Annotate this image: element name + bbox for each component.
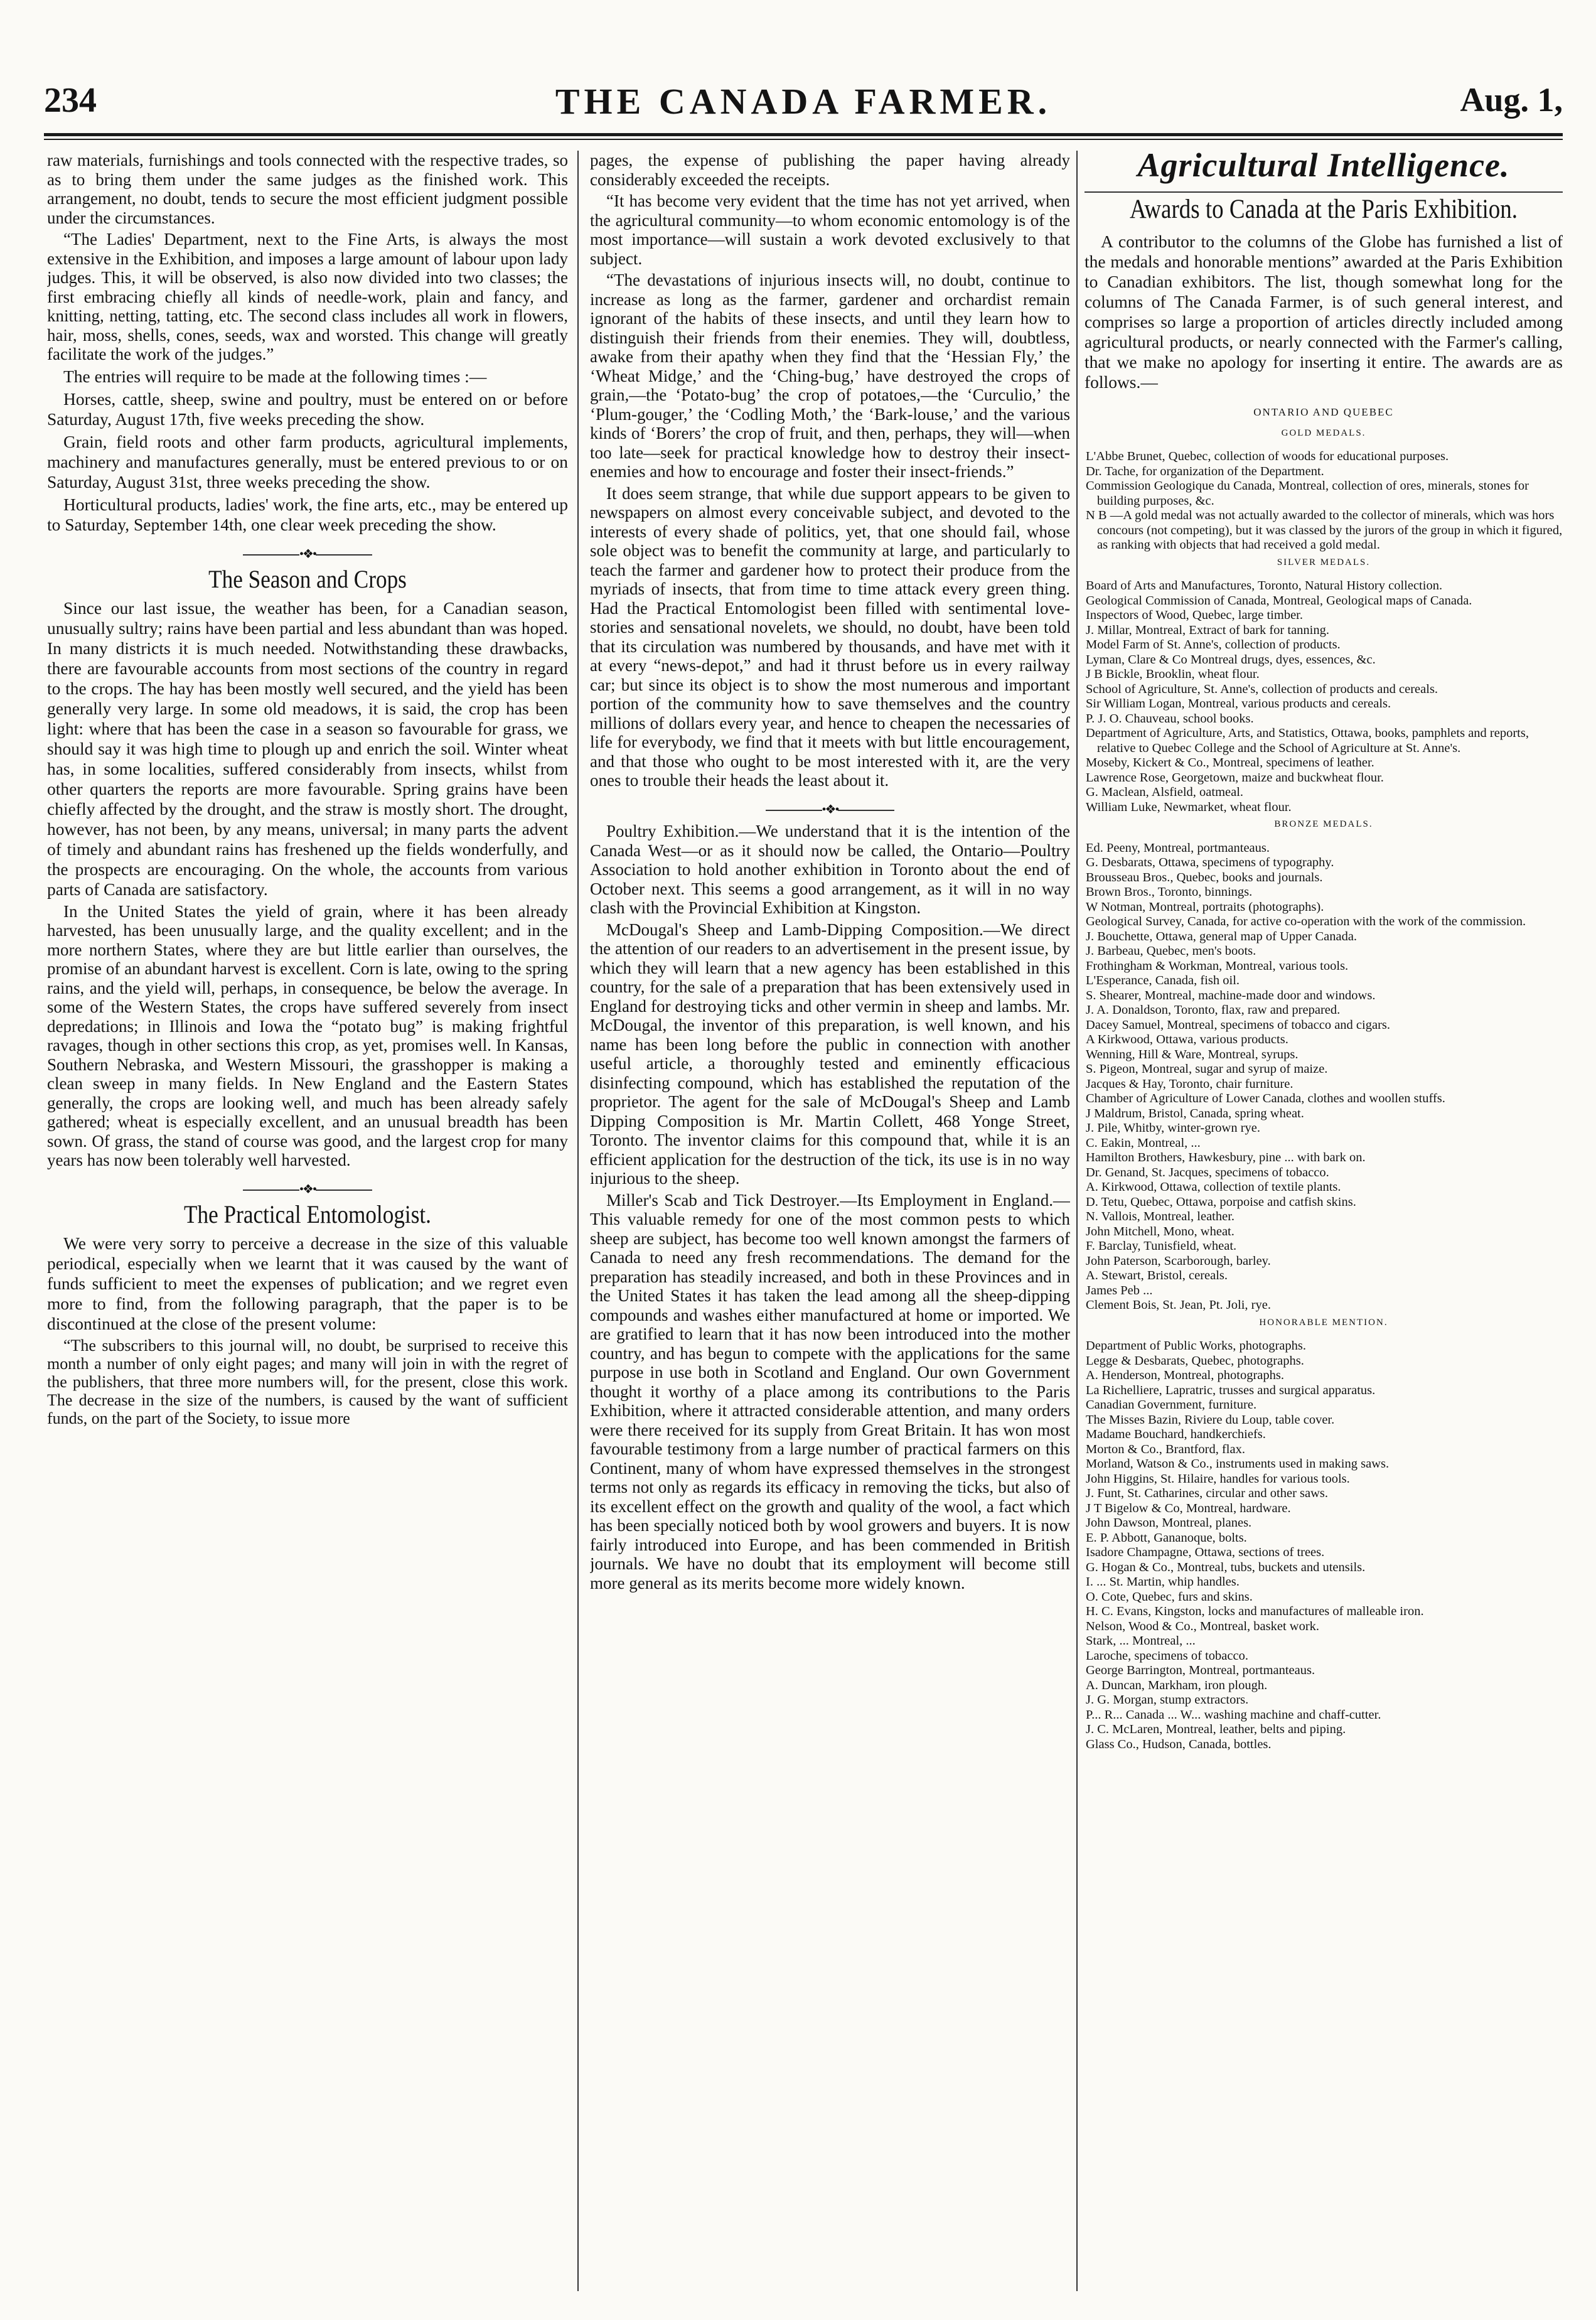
- award-entry: J. Bouchette, Ottawa, general map of Upper Canada.: [1086, 929, 1358, 943]
- award-entry: Legge & Desbarats, Quebec, photographs.: [1086, 1353, 1304, 1368]
- award-entry: G. Desbarats, Ottawa, specimens of typography.: [1086, 856, 1334, 869]
- ornament-divider: •❖•: [590, 800, 1070, 820]
- award-entry: W Notman, Montreal, portraits (photographs).: [1086, 900, 1324, 914]
- award-entry: James Peb ...: [1086, 1283, 1153, 1297]
- article-heading-entomologist: The Practical Entomologist.: [184, 1200, 431, 1228]
- award-entry: N. Vallois, Montreal, leather.: [1086, 1210, 1235, 1223]
- award-entry: J B Bickle, Brooklin, wheat flour.: [1086, 667, 1260, 681]
- paragraph: Horses, cattle, sheep, swine and poultry, must be entered on or before Saturday, August 17th, five weeks preceding the show.: [47, 389, 568, 429]
- section-rule: [1085, 191, 1563, 193]
- award-entry: L'Abbe Brunet, Quebec, collection of woods for educational purposes.: [1086, 449, 1449, 463]
- header-rule: [44, 133, 1563, 136]
- paragraph: McDougal's Sheep and Lamb-Dipping Composition.—We direct the attention of our readers to an advertisement in the present issue, by which they will learn that a new agency has been established in this country, for the sale of a preparation that has been extensively used in England for destroying ticks and other vermin in sheep and lambs. Mr. McDougal, the inventor of this preparation, is well known, and his name has been long before the public in connection with another useful article, a thoroughly tested and eminently efficacious disinfecting compound, which has established the reputation of the proprietor. The agent for the sale of McDougal's Sheep and Lamb Dipping Composition is Mr. Martin Collett, 468 Yonge Street, Toronto. The inventor claims for this compound that, while it is an efficient application for the destruction of the tick, its use is in no way injurious to the sheep.: [590, 920, 1070, 1188]
- paragraph: “The Ladies' Department, next to the Fine Arts, is always the most extensive in the Exhibition, and imposes a large amount of labour upon lady judges. This, it will be observed, is also now divided into two classes; the first embracing chiefly all kinds of needle-work, plain and fancy, and knitting, netting, tatting, etc. The second class includes all work in flowers, hair, moss, shells, cones, seeds, wax and worsted. This change will greatly facilitate the work of the judges.”: [47, 230, 568, 363]
- award-entry: Jacques & Hay, Toronto, chair furniture.: [1086, 1077, 1293, 1091]
- award-entry: G. Maclean, Alsfield, oatmeal.: [1086, 785, 1244, 799]
- award-entry: Model Farm of St. Anne's, collection of products.: [1086, 638, 1341, 652]
- award-entry: Isadore Champagne, Ottawa, sections of trees.: [1086, 1545, 1325, 1559]
- paragraph: pages, the expense of publishing the paper having already considerably exceeded the receipts.: [590, 151, 1070, 189]
- award-entry: Morton & Co., Brantford, flax.: [1086, 1442, 1245, 1456]
- award-entry: Hamilton Brothers, Hawkesbury, pine ... with bark on.: [1086, 1151, 1366, 1164]
- award-entry: William Luke, Newmarket, wheat flour.: [1086, 800, 1292, 814]
- award-entry: J. C. McLaren, Montreal, leather, belts and piping.: [1086, 1722, 1346, 1736]
- list-subheading: BRONZE MEDALS.: [1274, 819, 1373, 829]
- award-entry: J. Millar, Montreal, Extract of bark for tanning.: [1086, 623, 1329, 637]
- article-heading-season: The Season and Crops: [208, 565, 407, 593]
- award-entry: D. Tetu, Quebec, Ottawa, porpoise and catfish skins.: [1086, 1195, 1356, 1209]
- paragraph: The entries will require to be made at the following times :—: [63, 366, 487, 386]
- award-entry: A Kirkwood, Ottawa, various products.: [1086, 1033, 1288, 1046]
- award-entry: J Maldrum, Bristol, Canada, spring wheat.: [1086, 1106, 1304, 1120]
- award-entry: John Mitchell, Mono, wheat.: [1086, 1224, 1234, 1238]
- award-entry: Department of Public Works, photographs.: [1086, 1339, 1306, 1353]
- award-entry: Dacey Samuel, Montreal, specimens of tobacco and cigars.: [1086, 1018, 1390, 1032]
- section-heading: Agricultural Intelligence.: [1137, 151, 1510, 184]
- paragraph: We were very sorry to perceive a decrease in the size of this valuable periodical, especially when we learnt that it was caused by the want of funds sufficient to meet the expenses of publication; and we regret even more to find, from the following paragraph, that the paper is to be discontinued at the close of the present volume:: [47, 1233, 568, 1333]
- masthead: THE CANADA FARMER.: [555, 81, 1052, 122]
- award-entry: Department of Agriculture, Arts, and Statistics, Ottawa, books, pamphlets and reports, relative to Quebec College and the School of Agriculture at St. Anne's.: [1086, 726, 1529, 755]
- award-entry: I. ... St. Martin, whip handles.: [1086, 1575, 1240, 1589]
- award-entry: John Higgins, St. Hilaire, handles for various tools.: [1086, 1471, 1350, 1486]
- award-entry: Commission Geologique du Canada, Montreal, collection of ores, minerals, stones for building purposes, &c.: [1086, 479, 1529, 508]
- award-entry: J. Barbeau, Quebec, men's boots.: [1086, 944, 1256, 958]
- paragraph: Horticultural products, ladies' work, the fine arts, etc., may be entered up to Saturday, September 14th, one clear week preceding the show.: [47, 494, 568, 534]
- award-entry: Moseby, Kickert & Co., Montreal, specimens of leather.: [1086, 756, 1374, 770]
- award-entry: A. Kirkwood, Ottawa, collection of textile plants.: [1086, 1180, 1341, 1194]
- award-entry: J. G. Morgan, stump extractors.: [1086, 1693, 1249, 1707]
- award-entry: Inspectors of Wood, Quebec, large timber.: [1086, 608, 1303, 622]
- award-entry: P. J. O. Chauveau, school books.: [1086, 711, 1254, 726]
- awards-list: [1085, 405, 1563, 1752]
- award-entry: Dr. Genand, St. Jacques, specimens of tobacco.: [1086, 1165, 1329, 1179]
- award-entry: Laroche, specimens of tobacco.: [1086, 1648, 1248, 1663]
- paragraph: Miller's Scab and Tick Destroyer.—Its Employment in England.—This valuable remedy for one of the most common pests to which sheep are subject, has become too well known amongst the farmers of Canada to need any fresh recommendations. The demand for the preparation has steadily increased, and both in these Provinces and in the United States it has taken the lead among all the sheep-dipping compounds and washes either manufactured at home or imported. We are gratified to learn that it has now been introduced into the mother country, and has begun to compete with the applications for the same purpose in use both in Scotland and England. Our own Government thought it worthy of a place among its contributions to the Paris Exhibition, where it attracted considerable attention, and many orders were there received for its supply from Great Britain. It has won most favourable testimony from a large number of practical farmers on this Continent, many of whom have expressed themselves in the strongest terms not only as regards its efficacy in removing the ticks, but also of its excellent effect on the growth and quality of the wool, a fact which has been specially noticed both by wool growers and buyers. It is now fairly introduced into Europe, and has been commended in British journals. We have no doubt that its employment will become still more general as its merits become more widely known.: [590, 1190, 1070, 1592]
- award-entry: Lawrence Rose, Georgetown, maize and buckwheat flour.: [1086, 770, 1384, 785]
- issue-date: Aug. 1,: [1460, 81, 1563, 119]
- award-entry: E. P. Abbott, Gananoque, bolts.: [1086, 1530, 1247, 1545]
- paragraph: “It has become very evident that the time has not yet arrived, when the agricultural community—to whom economic entomology is of the most importance—will sustain a work devoted exclusively to that subject.: [590, 191, 1070, 268]
- award-entry: John Paterson, Scarborough, barley.: [1086, 1254, 1271, 1268]
- award-entry: School of Agriculture, St. Anne's, collection of products and cereals.: [1086, 682, 1438, 696]
- award-entry: Brousseau Bros., Quebec, books and journals.: [1086, 870, 1323, 884]
- column-1: [47, 151, 568, 2297]
- award-entry: F. Barclay, Tunisfield, wheat.: [1086, 1239, 1237, 1253]
- paragraph: It does seem strange, that while due support appears to be given to newspapers on almost every conceivable subject, and devoted to the interests of every shade of politics, yet, that one should fail, whose sole object was to benefit the community at large, and particularly to teach the farmer and gardener how to protect their produce from the myriads of insects, that from time to time attack every green thing. Had the Practical Entomologist been filled with sentimental love-stories and sensational novelets, we should, no doubt, have been told that its circulation was numbered by thousands, and have met with it at every “news-depot,” and had it thrust before us in every railway car; but since its object is to show the most numerous and important portion of the community how to save themselves and the country millions of dollars every year, and hence to cheapen the necessaries of life for everybody, we find that it meets with but little encouragement, and that those who ought to be most interested with it, are the very ones to trouble their heads the least about it.: [590, 483, 1070, 790]
- paragraph: “The devastations of injurious insects will, no doubt, continue to increase as long as the farmer, gardener and orchardist remain ignorant of the habits of these insects, and until they learn how to distinguish their friends from their enemies. They will, doubtless, awake from their apathy when they find that the ‘Hessian Fly,’ the ‘Wheat Midge,’ and the ‘Ching-bug,’ have destroyed the crops of grain,—the ‘Potato-bug’ the crop of potatoes,—the ‘Curculio,’ the ‘Plum-gouger,’ the ‘Codling Moth,’ the ‘Bark-louse,’ and the various kinds of ‘Borers’ the crop of fruit, and then, perhaps, they will—when too late—seek for practical knowledge how to destroy their insect-enemies and how to encourage and foster their insect-friends.”: [590, 271, 1070, 481]
- list-heading: ONTARIO AND QUEBEC: [1253, 406, 1394, 418]
- award-entry: Ed. Peeny, Montreal, portmanteaus.: [1086, 840, 1270, 855]
- award-entry: A. Duncan, Markham, iron plough.: [1086, 1678, 1268, 1692]
- award-entry: S. Pigeon, Montreal, sugar and syrup of maize.: [1086, 1062, 1328, 1076]
- award-entry: O. Cote, Quebec, furs and skins.: [1086, 1589, 1253, 1604]
- award-entry: Geological Survey, Canada, for active co-operation with the work of the commission.: [1086, 915, 1526, 928]
- header-rule-thin: [44, 139, 1563, 140]
- award-entry: P... R... Canada ... W... washing machine and chaff-cutter.: [1086, 1707, 1381, 1722]
- award-entry: Geological Commission of Canada, Montreal, Geological maps of Canada.: [1086, 593, 1472, 608]
- award-entry: N B —A gold medal was not actually awarded to the collector of minerals, which was hors concours (not competing), but it was classed by the jurors of the group in which it figured, as ranking with objects that had received a gold medal.: [1086, 508, 1563, 552]
- award-entry: Glass Co., Hudson, Canada, bottles.: [1086, 1737, 1272, 1751]
- award-entry: Dr. Tache, for organization of the Department.: [1086, 464, 1324, 478]
- award-entry: L'Esperance, Canada, fish oil.: [1086, 974, 1240, 987]
- list-subheading: HONORABLE MENTION.: [1259, 1317, 1388, 1328]
- ornament-divider: •❖•: [47, 1180, 568, 1200]
- award-entry: Brown Bros., Toronto, binnings.: [1086, 885, 1253, 899]
- award-entry: A. Stewart, Bristol, cereals.: [1086, 1269, 1228, 1282]
- award-entry: Madame Bouchard, handkerchiefs.: [1086, 1427, 1266, 1441]
- award-entry: The Misses Bazin, Riviere du Loup, table cover.: [1086, 1412, 1335, 1427]
- list-subheading: GOLD MEDALS.: [1281, 427, 1366, 438]
- award-entry: J T Bigelow & Co, Montreal, hardware.: [1086, 1501, 1291, 1515]
- award-entry: Canadian Government, furniture.: [1086, 1398, 1257, 1412]
- list-subheading: SILVER MEDALS.: [1277, 557, 1371, 567]
- paragraph: “The subscribers to this journal will, no doubt, be surprised to receive this month a number of only eight pages; and many will join in with the regret of the publishers, that three more numbers will, for the present, close this work. The decrease in the size of the numbers, is caused by the want of sufficient funds, on the part of the Society, to issue more: [47, 1336, 568, 1427]
- award-entry: J. A. Donaldson, Toronto, flax, raw and prepared.: [1086, 1003, 1341, 1017]
- article-heading-awards: Awards to Canada at the Paris Exhibition.: [1130, 194, 1518, 224]
- award-entry: S. Shearer, Montreal, machine-made door and windows.: [1086, 988, 1376, 1002]
- award-entry: Clement Bois, St. Jean, Pt. Joli, rye.: [1086, 1298, 1271, 1312]
- award-entry: J. Funt, St. Catharines, circular and other saws.: [1086, 1486, 1329, 1500]
- column-divider-1: [577, 151, 579, 2291]
- award-entry: H. C. Evans, Kingston, locks and manufactures of malleable iron.: [1086, 1604, 1424, 1618]
- award-entry: Chamber of Agriculture of Lower Canada, clothes and woollen stuffs.: [1086, 1092, 1445, 1105]
- award-entry: La Richelliere, Lapratric, trusses and surgical apparatus.: [1086, 1383, 1376, 1397]
- paragraph: Since our last issue, the weather has been, for a Canadian season, unusually sultry; rains have been partial and less abundant than was hoped. In many districts it is much needed. Notwithstanding these drawbacks, there are favourable accounts from most sections of the country in regard to the crops. The hay has been mostly well secured, and the yield has been generally very large. In some old meadows, it is said, the crop has been light: where that has been the case in a season so favourable for grass, we should say it was high time to plough up and enrich the soil. Winter wheat has, in some localities, suffered considerably from insects, whilst from other quarters the reports are more favourable. Spring grains have been chiefly affected by the drought, and the straw is mostly short. The drought, however, has not been, by any means, universal; in many parts the advent of timely and abundant rains has freshened up the fields wonderfully, and the prospects are encouraging. On the whole, the accounts from various parts of Canada are satisfactory.: [47, 598, 568, 899]
- award-entry: George Barrington, Montreal, portmanteaus.: [1086, 1663, 1315, 1677]
- award-entry: Sir William Logan, Montreal, various products and cereals.: [1086, 697, 1391, 711]
- paragraph: Poultry Exhibition.—We understand that it is the intention of the Canada West—or as it should now be called, the Ontario—Poultry Association to hold another exhibition in Toronto about the end of October next. This seems a good arrangement, as it will in no way clash with the Provincial Exhibition at Kingston.: [590, 822, 1070, 917]
- paragraph: In the United States the yield of grain, where it has been already harvested, has been unusually large, and the quality excellent; and in the more northern States, where they are but little earlier than ourselves, the promise of an abundant harvest is excellent. Corn is late, owing to the spring rains, and the yield will, perhaps, in consequence, be below the average. In some of the Western States, the crops have suffered severely from insect depredations; in Illinois and Iowa the “potato bug” is making frightful ravages, though in other sections this crop, as yet, promises well. In Kansas, Southern Nebraska, and Western Missouri, the grasshopper is making a clean sweep in many fields. In New England and the Eastern States generally, the crops are looking well, and much has been already safely gathered; wheat is especially excellent, and an unusual breadth has been sown. Of grass, the stand of course was good, and the largest crop for many years has now been tolerably well harvested.: [47, 901, 568, 1169]
- paragraph: A contributor to the columns of the Globe has furnished a list of the medals and honorable mentions” awarded at the Paris Exhibition to Canadian exhibitors. The list, though somewhat long for the columns of The Canada Farmer, is of such general interest, and comprises so large a proportion of articles directly included among agricultural products, or nearly connected with the Farmer's calling, that we make no apology for inserting it entire. The awards are as follows.—: [1085, 232, 1563, 392]
- ornament-divider: •❖•: [47, 545, 568, 564]
- award-entry: Wenning, Hill & Ware, Montreal, syrups.: [1086, 1047, 1299, 1061]
- award-entry: J. Pile, Whitby, winter-grown rye.: [1086, 1121, 1261, 1135]
- award-entry: G. Hogan & Co., Montreal, tubs, buckets and utensils.: [1086, 1560, 1366, 1574]
- column-divider-2: [1076, 151, 1078, 2291]
- award-entry: C. Eakin, Montreal, ...: [1086, 1136, 1201, 1150]
- award-entry: Board of Arts and Manufactures, Toronto, Natural History collection.: [1086, 579, 1443, 593]
- award-entry: Lyman, Clare & Co Montreal drugs, dyes, essences, &c.: [1086, 652, 1376, 667]
- award-entry: Morland, Watson & Co., instruments used in making saws.: [1086, 1457, 1390, 1471]
- award-entry: John Dawson, Montreal, planes.: [1086, 1516, 1252, 1530]
- paragraph: Grain, field roots and other farm products, agricultural implements, machinery and manufactures generally, must be entered previous to or on Saturday, August 31st, three weeks preceding the show.: [47, 431, 568, 491]
- award-entry: Nelson, Wood & Co., Montreal, basket work.: [1086, 1619, 1320, 1633]
- award-entry: A. Henderson, Montreal, photographs.: [1086, 1368, 1284, 1382]
- column-3: [1085, 151, 1563, 2297]
- page-header: [44, 80, 1563, 131]
- award-entry: Stark, ... Montreal, ...: [1086, 1634, 1196, 1648]
- paragraph: raw materials, furnishings and tools connected with the respective trades, so as to bring them under the same judges as the finished work. This arrangement, no doubt, tends to secure the most efficient judgment possible under the circumstances.: [47, 151, 568, 227]
- award-entry: Frothingham & Workman, Montreal, various tools.: [1086, 959, 1349, 973]
- column-2: [590, 151, 1070, 2297]
- page-number: 234: [44, 81, 97, 120]
